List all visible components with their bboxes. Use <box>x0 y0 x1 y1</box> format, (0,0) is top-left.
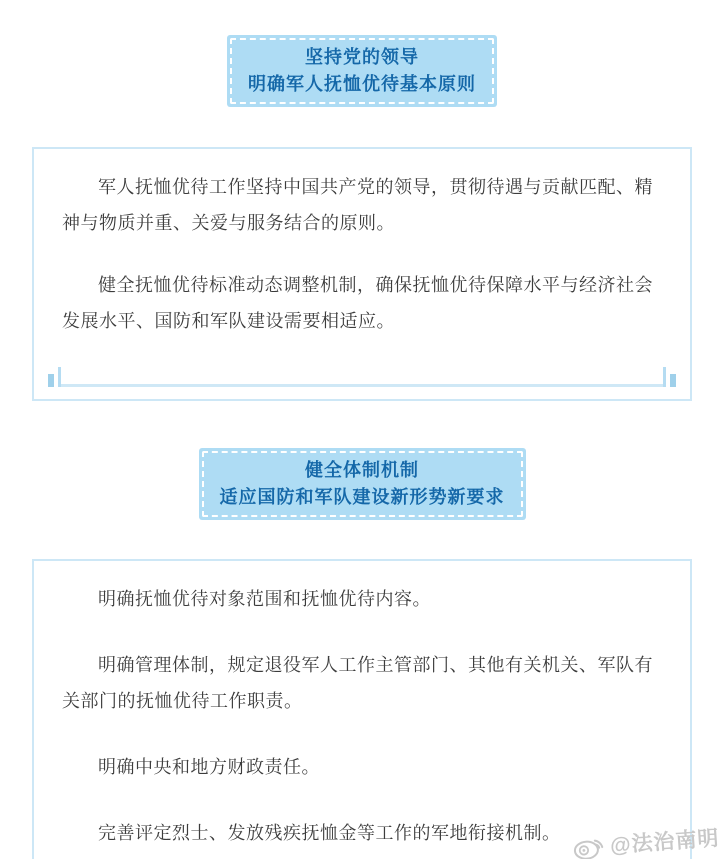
section-2-title-line-1: 健全体制机制 <box>305 460 419 480</box>
section-1-title-badge-inner <box>230 38 494 104</box>
paragraph: 健全抚恤优待标准动态调整机制，确保抚恤优待保障水平与经济社会发展水平、国防和军队建设需要相适应。 <box>62 275 653 331</box>
watermark-text: @法治南明 <box>608 826 720 858</box>
bottom-bracket-decoration <box>48 365 676 387</box>
section-1-title-badge <box>227 35 497 107</box>
decoration-line <box>61 384 663 387</box>
section-system-mechanism <box>0 448 724 859</box>
paragraph: 明确抚恤优待对象范围和抚恤优待内容。 <box>98 589 431 609</box>
section-2-title-line-2: 适应国防和军队建设新形势新要求 <box>219 487 505 507</box>
weibo-icon <box>572 831 608 859</box>
section-2-content-box <box>32 559 692 859</box>
decoration-bar-short <box>48 374 54 387</box>
section-2-title-badge <box>199 448 526 520</box>
paragraph: 军人抚恤优待工作坚持中国共产党的领导，贯彻待遇与贡献匹配、精神与物质并重、关爱与服务结合的原则。 <box>62 177 653 233</box>
decoration-bar-short <box>670 374 676 387</box>
section-party-leadership <box>0 35 724 401</box>
paragraph: 明确中央和地方财政责任。 <box>98 757 320 777</box>
paragraph: 完善评定烈士、发放残疾抚恤金等工作的军地衔接机制。 <box>98 823 561 843</box>
section-1-title-line-2: 明确军人抚恤优待基本原则 <box>248 74 476 94</box>
section-2-title-badge-inner <box>202 451 523 517</box>
section-1-content-box <box>32 147 692 401</box>
decoration-bar-tall <box>663 367 666 387</box>
section-1-title-line-1: 坚持党的领导 <box>305 47 419 67</box>
paragraph: 明确管理体制，规定退役军人工作主管部门、其他有关机关、军队有关部门的抚恤优待工作职责。 <box>62 655 653 711</box>
